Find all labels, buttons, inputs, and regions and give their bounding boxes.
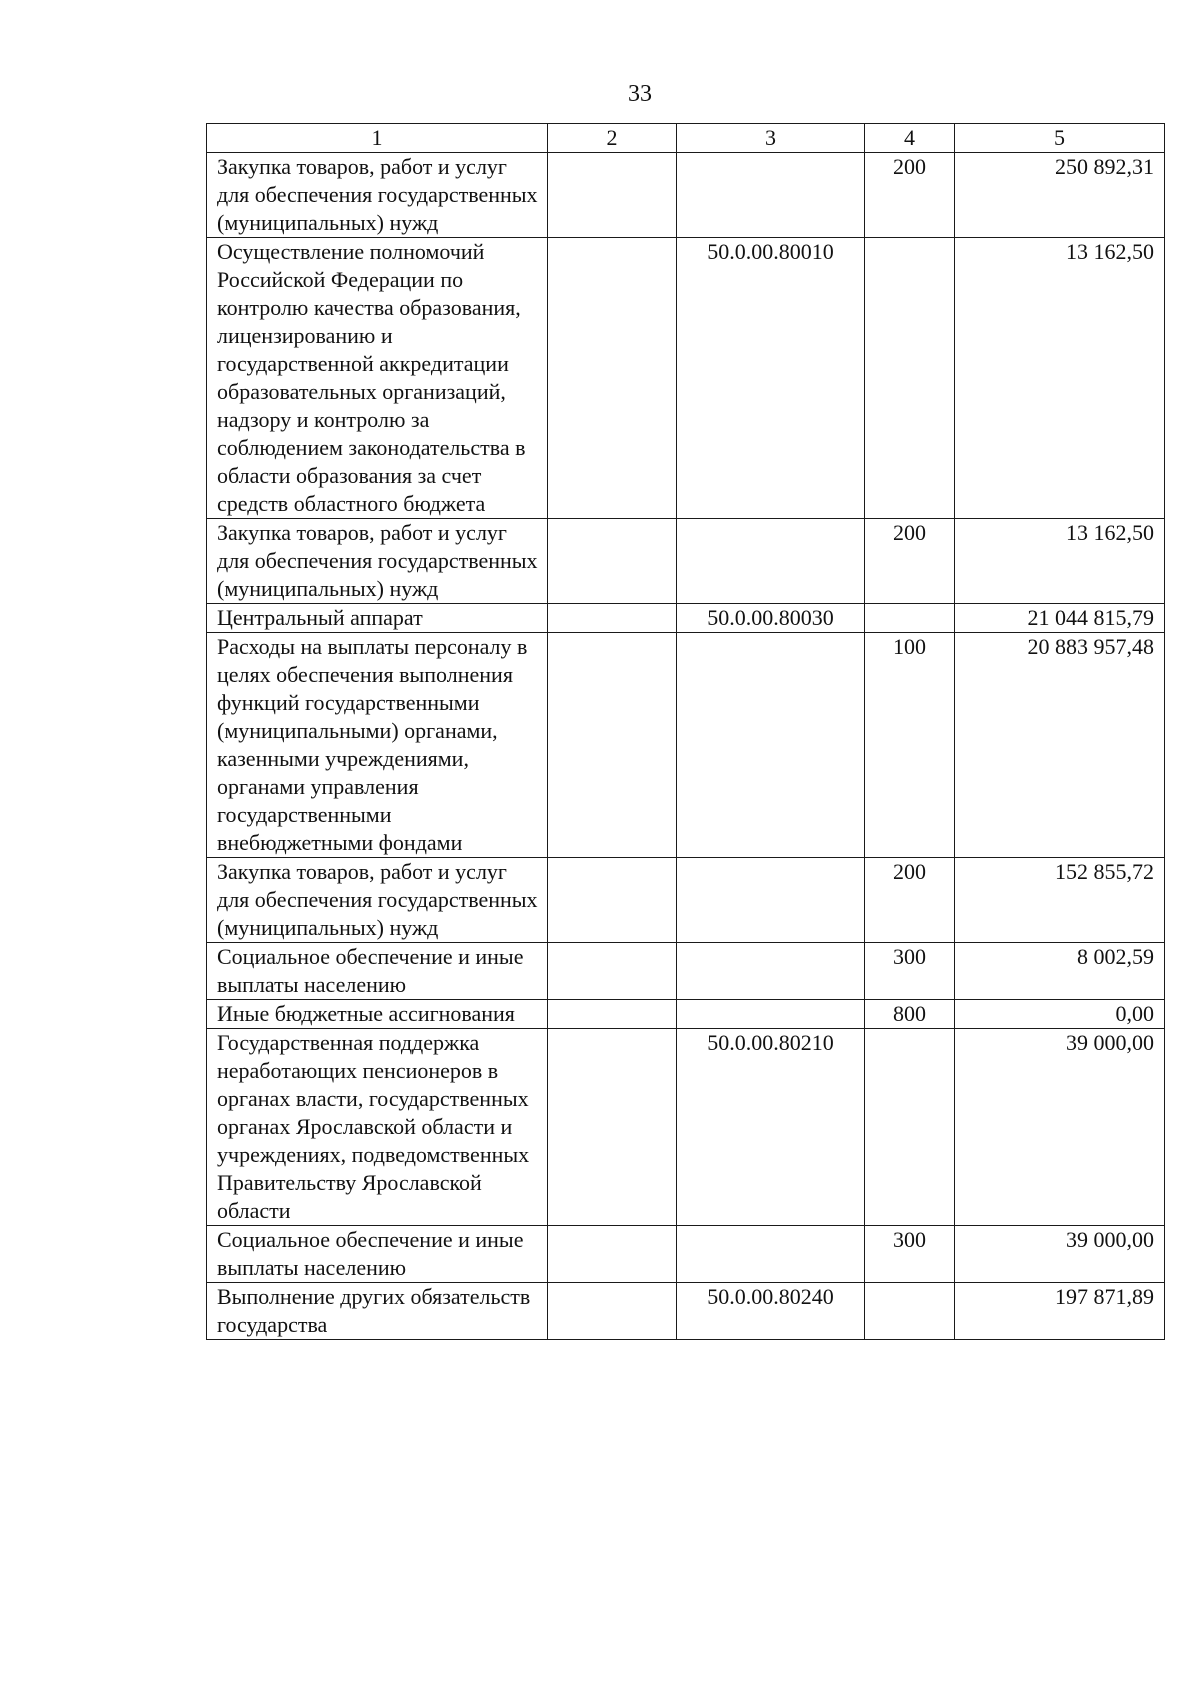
row-sum: 250 892,31 xyxy=(955,153,1165,238)
row-col2 xyxy=(548,1000,677,1029)
header-col-1: 1 xyxy=(207,124,548,153)
row-col2 xyxy=(548,858,677,943)
row-type: 800 xyxy=(865,1000,955,1029)
row-type: 200 xyxy=(865,858,955,943)
header-row xyxy=(207,124,1165,153)
row-sum: 13 162,50 xyxy=(955,519,1165,604)
row-code: 50.0.00.80010 xyxy=(677,238,865,519)
row-code: 50.0.00.80210 xyxy=(677,1029,865,1226)
table-body xyxy=(207,153,1165,1340)
table-row xyxy=(207,943,1165,1000)
header-col-2: 2 xyxy=(548,124,677,153)
row-code xyxy=(677,519,865,604)
row-name: Выполнение других обязательств государства xyxy=(207,1283,548,1340)
row-code xyxy=(677,1226,865,1283)
row-col2 xyxy=(548,633,677,858)
row-type: 200 xyxy=(865,153,955,238)
row-code xyxy=(677,633,865,858)
table-row xyxy=(207,238,1165,519)
row-name: Социальное обеспечение и иные выплаты населению xyxy=(207,1226,548,1283)
table-row xyxy=(207,153,1165,238)
row-type: 300 xyxy=(865,943,955,1000)
row-type: 100 xyxy=(865,633,955,858)
table-row xyxy=(207,519,1165,604)
row-sum: 21 044 815,79 xyxy=(955,604,1165,633)
row-col2 xyxy=(548,604,677,633)
row-sum: 39 000,00 xyxy=(955,1029,1165,1226)
table-header xyxy=(207,124,1165,153)
budget-table xyxy=(206,123,1165,1340)
row-col2 xyxy=(548,153,677,238)
row-col2 xyxy=(548,1226,677,1283)
row-sum: 39 000,00 xyxy=(955,1226,1165,1283)
row-col2 xyxy=(548,238,677,519)
row-sum: 197 871,89 xyxy=(955,1283,1165,1340)
row-type xyxy=(865,1029,955,1226)
header-col-4: 4 xyxy=(865,124,955,153)
row-type xyxy=(865,1283,955,1340)
row-type: 300 xyxy=(865,1226,955,1283)
row-col2 xyxy=(548,519,677,604)
row-name: Закупка товаров, работ и услуг для обеспечения государственных (муниципальных) нужд xyxy=(207,858,548,943)
header-col-3: 3 xyxy=(677,124,865,153)
table-row xyxy=(207,1029,1165,1226)
row-type: 200 xyxy=(865,519,955,604)
row-name: Социальное обеспечение и иные выплаты населению xyxy=(207,943,548,1000)
row-code: 50.0.00.80240 xyxy=(677,1283,865,1340)
page-number: 33 xyxy=(628,81,652,107)
row-name: Иные бюджетные ассигнования xyxy=(207,1000,548,1029)
row-col2 xyxy=(548,943,677,1000)
row-code xyxy=(677,858,865,943)
row-name: Закупка товаров, работ и услуг для обеспечения государственных (муниципальных) нужд xyxy=(207,519,548,604)
row-col2 xyxy=(548,1283,677,1340)
row-name: Расходы на выплаты персоналу в целях обеспечения выполнения функций государственными (муниципальными) органами, казенными учреждениями, органами управления государственными внебюджетными фондами xyxy=(207,633,548,858)
row-sum: 20 883 957,48 xyxy=(955,633,1165,858)
row-sum: 152 855,72 xyxy=(955,858,1165,943)
row-sum: 13 162,50 xyxy=(955,238,1165,519)
row-code xyxy=(677,153,865,238)
row-code xyxy=(677,1000,865,1029)
table-row xyxy=(207,858,1165,943)
row-type xyxy=(865,238,955,519)
row-code xyxy=(677,943,865,1000)
row-sum: 0,00 xyxy=(955,1000,1165,1029)
row-sum: 8 002,59 xyxy=(955,943,1165,1000)
row-name: Государственная поддержка неработающих пенсионеров в органах власти, государственных органах Ярославской области и учреждениях, подведомственных Правительству Ярославской области xyxy=(207,1029,548,1226)
row-code: 50.0.00.80030 xyxy=(677,604,865,633)
table-row xyxy=(207,1000,1165,1029)
row-name: Закупка товаров, работ и услуг для обеспечения государственных (муниципальных) нужд xyxy=(207,153,548,238)
row-name: Осуществление полномочий Российской Федерации по контролю качества образования, лицензированию и государственной аккредитации образовательных организаций, надзору и контролю за соблюдением законодательства в области образования за счет средств областного бюджета xyxy=(207,238,548,519)
table-row xyxy=(207,633,1165,858)
table-row xyxy=(207,1283,1165,1340)
header-col-5: 5 xyxy=(955,124,1165,153)
table-row xyxy=(207,1226,1165,1283)
row-name: Центральный аппарат xyxy=(207,604,548,633)
row-col2 xyxy=(548,1029,677,1226)
table-row xyxy=(207,604,1165,633)
row-type xyxy=(865,604,955,633)
